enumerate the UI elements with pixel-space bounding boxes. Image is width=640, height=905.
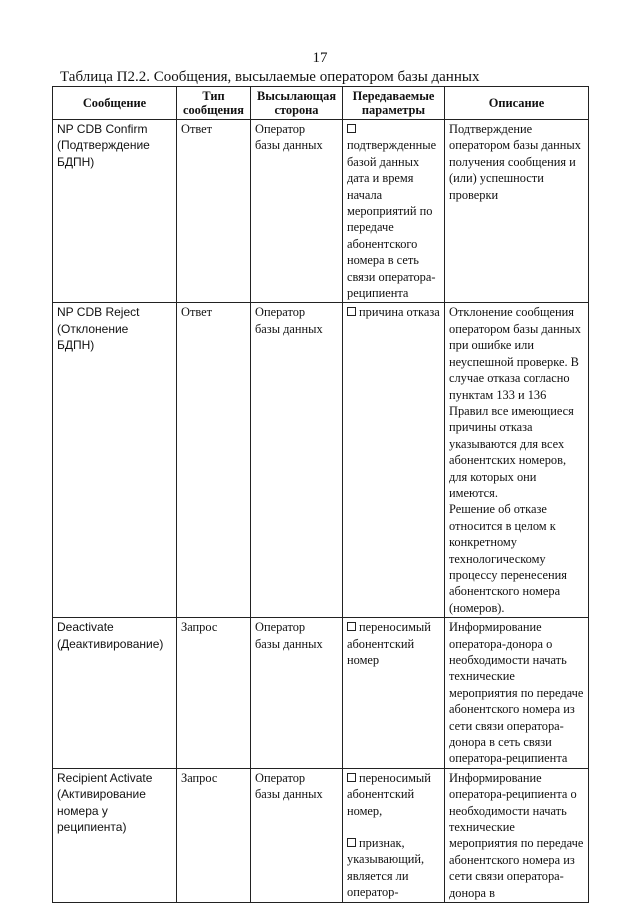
cell-type xyxy=(177,768,251,902)
message-type: Ответ xyxy=(181,122,213,136)
table-caption: Таблица П2.2. Сообщения, высылаемые оператором базы данных xyxy=(60,69,480,85)
description-text: Отклонение сообщения оператором базы данных при ошибке или неуспешной проверке. В случае отказа согласно пунктам 133 и 136 Правил все имеющиеся причины отказа указываются для всех абонентских номеров, для которых они имеются. Решение об отказе относится в целом к конкретному технологическому процессу перенесения абонентского номера (номеров). xyxy=(449,305,581,615)
cell-sender xyxy=(251,303,343,618)
param-text: переносимый абонентский номер, xyxy=(347,770,431,818)
header-params: Передаваемые параметры xyxy=(343,87,445,120)
messages-table xyxy=(52,86,589,903)
description-text: Информирование оператора-донора о необходимости начать технические мероприятия по передаче абонентского номера из сети связи оператора-донора в сеть связи оператора-реципиента xyxy=(449,620,584,766)
cell-params xyxy=(343,768,445,902)
param-text: признак, указывающий, является ли оператор- xyxy=(347,836,425,900)
cell-type xyxy=(177,120,251,303)
header-type: Тип сообщения xyxy=(177,87,251,120)
message-name: Recipient Activate (Активирование номера у реципиента) xyxy=(57,770,153,835)
cell-params xyxy=(343,303,445,618)
param-spacer xyxy=(347,819,441,835)
param-text: причина отказа xyxy=(359,305,440,320)
message-type: Запрос xyxy=(181,770,218,785)
cell-description xyxy=(445,120,589,303)
page-number: 17 xyxy=(312,50,328,66)
message-name: NP CDB Confirm (Подтверждение БДПН) xyxy=(57,122,150,169)
cell-params xyxy=(343,120,445,303)
cell-message xyxy=(53,303,177,618)
message-name: NP CDB Reject (Отклонение БДПН) xyxy=(57,305,140,353)
checkbox-icon xyxy=(347,838,356,847)
checkbox-icon xyxy=(347,773,356,782)
table-row xyxy=(53,768,589,902)
param-text: подтвержденные базой данных дата и время начала мероприятий по передаче абонентского номера в сеть связи оператора-реципиента xyxy=(347,138,437,301)
header-sender: Высылающая сторона xyxy=(251,87,343,120)
checkbox-icon xyxy=(347,307,356,316)
checkbox-icon xyxy=(347,622,356,631)
message-type: Ответ xyxy=(181,305,213,320)
sender: Оператор базы данных xyxy=(255,305,323,336)
sender: Оператор базы данных xyxy=(255,770,323,802)
cell-sender xyxy=(251,120,343,303)
description-text: Подтверждение оператором базы данных получения сообщения и (или) успешности проверки xyxy=(449,122,581,202)
table-row xyxy=(53,303,589,618)
cell-sender xyxy=(251,768,343,902)
table-row xyxy=(53,618,589,769)
table-header-row xyxy=(53,87,589,120)
cell-message xyxy=(53,768,177,902)
param-text: переносимый абонентский номер xyxy=(347,620,431,667)
description-text: Информирование оператора-реципиента о необходимости начать технические мероприятия по передаче абонентского номера из сети связи оператора-донора в xyxy=(449,770,584,900)
cell-message xyxy=(53,618,177,769)
cell-message xyxy=(53,120,177,303)
cell-description xyxy=(445,768,589,902)
message-name: Deactivate (Деактивирование) xyxy=(57,620,164,651)
cell-description xyxy=(445,303,589,618)
sender: Оператор базы данных xyxy=(255,122,323,153)
header-message: Сообщение xyxy=(53,87,177,120)
cell-params xyxy=(343,618,445,769)
header-description: Описание xyxy=(445,87,589,120)
cell-sender xyxy=(251,618,343,769)
sender: Оператор базы данных xyxy=(255,620,323,651)
checkbox-icon xyxy=(347,124,356,133)
table-row xyxy=(53,120,589,303)
cell-type xyxy=(177,303,251,618)
message-type: Запрос xyxy=(181,620,218,635)
cell-type xyxy=(177,618,251,769)
cell-description xyxy=(445,618,589,769)
